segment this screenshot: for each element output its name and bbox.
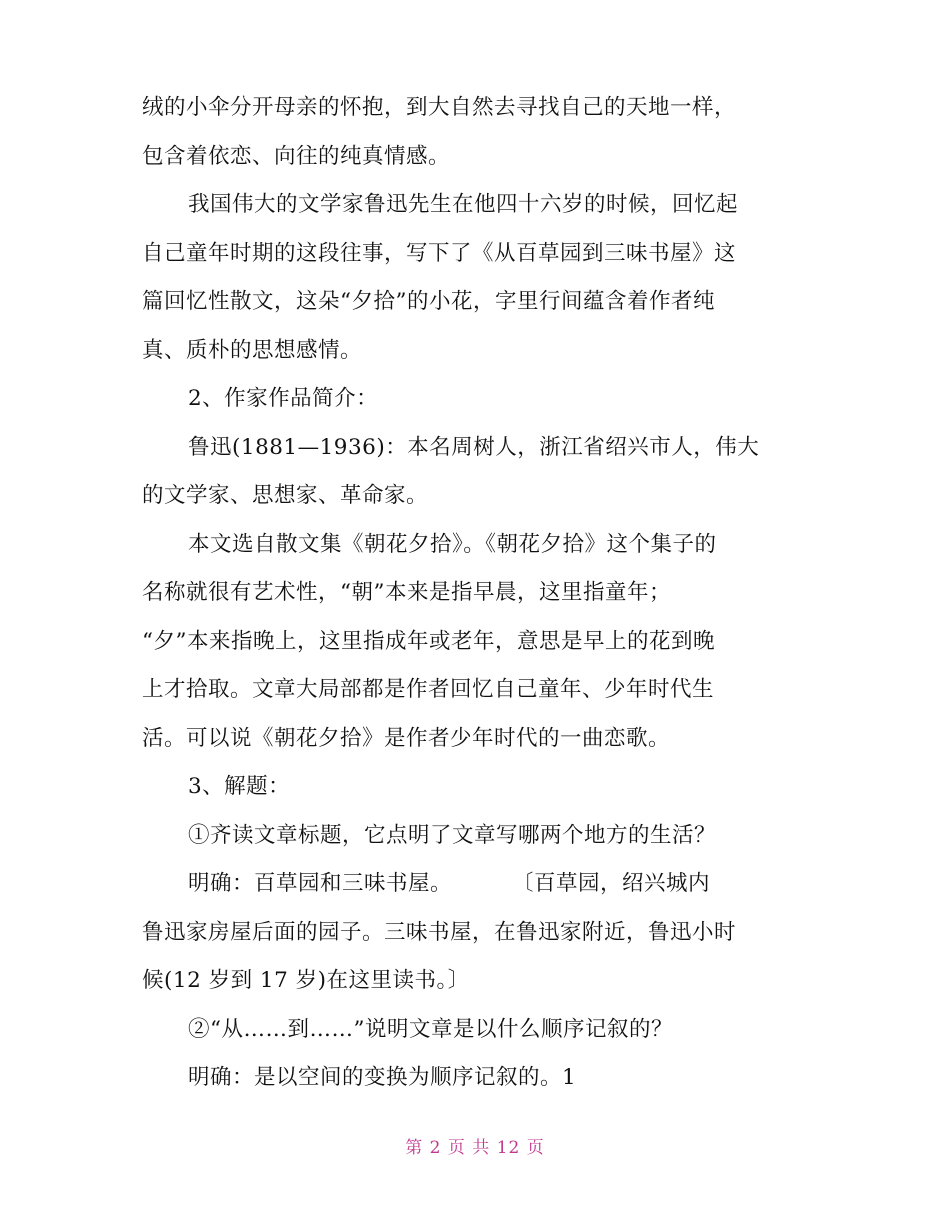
text-line: 候(12 岁到 17 岁)在这里读书。〕	[142, 968, 470, 993]
text-line: 自己童年时期的这段往事，写下了《从百草园到三味书屋》这	[142, 240, 737, 266]
text-line: 真、质朴的思想感情。	[142, 337, 363, 363]
paragraph-line: 本文选自散文集《朝花夕拾》。《朝花夕拾》这个集子的	[188, 531, 717, 557]
text-line: 活。可以说《朝花夕拾》是作者少年时代的一曲恋歌。	[142, 725, 671, 751]
text-line: 篇回忆性散文，这朵“夕拾”的小花，字里行间蕴含着作者纯	[142, 289, 715, 314]
text-line: 鲁迅家房屋后面的园子。三味书屋，在鲁迅家附近，鲁迅小时	[142, 919, 737, 945]
text-line: “夕”本来指晚上，这里指成年或老年，意思是早上的花到晚	[142, 628, 715, 654]
text-line: 上才拾取。文章大局部都是作者回忆自己童年、少年时代生	[142, 677, 715, 702]
text-line: 包含着依恋、向往的纯真情感。	[142, 143, 451, 169]
text-line: 绒的小伞分开母亲的怀抱，到大自然去寻找自己的天地一样，	[142, 95, 737, 120]
answer-text: 明确：百草园和三味书屋。	[188, 871, 453, 896]
document-body	[142, 84, 814, 1103]
page-number-footer: 第 2 页 共 12 页	[405, 1138, 545, 1158]
answer-line: 明确：是以空间的变换为顺序记叙的。1	[188, 1065, 577, 1090]
section-heading: 3、解题：	[188, 774, 291, 799]
text-line: 名称就很有艺术性，“朝”本来是指早晨，这里指童年；	[142, 580, 671, 605]
answer-line	[142, 860, 814, 909]
annotation-text: 〔百草园，绍兴城内	[512, 871, 711, 896]
paragraph-line: 鲁迅(1881—1936)：本名周树人，浙江省绍兴市人，伟大	[188, 434, 760, 460]
text-line: 的文学家、思想家、革命家。	[142, 483, 429, 508]
question-line: ②“从……到……”说明文章是以什么顺序记叙的？	[188, 1016, 673, 1042]
question-line: ①齐读文章标题，它点明了文章写哪两个地方的生活？	[188, 822, 717, 848]
section-heading: 2、作家作品简介：	[188, 386, 379, 411]
paragraph-line: 我国伟大的文学家鲁迅先生在他四十六岁的时候，回忆起	[188, 192, 739, 217]
